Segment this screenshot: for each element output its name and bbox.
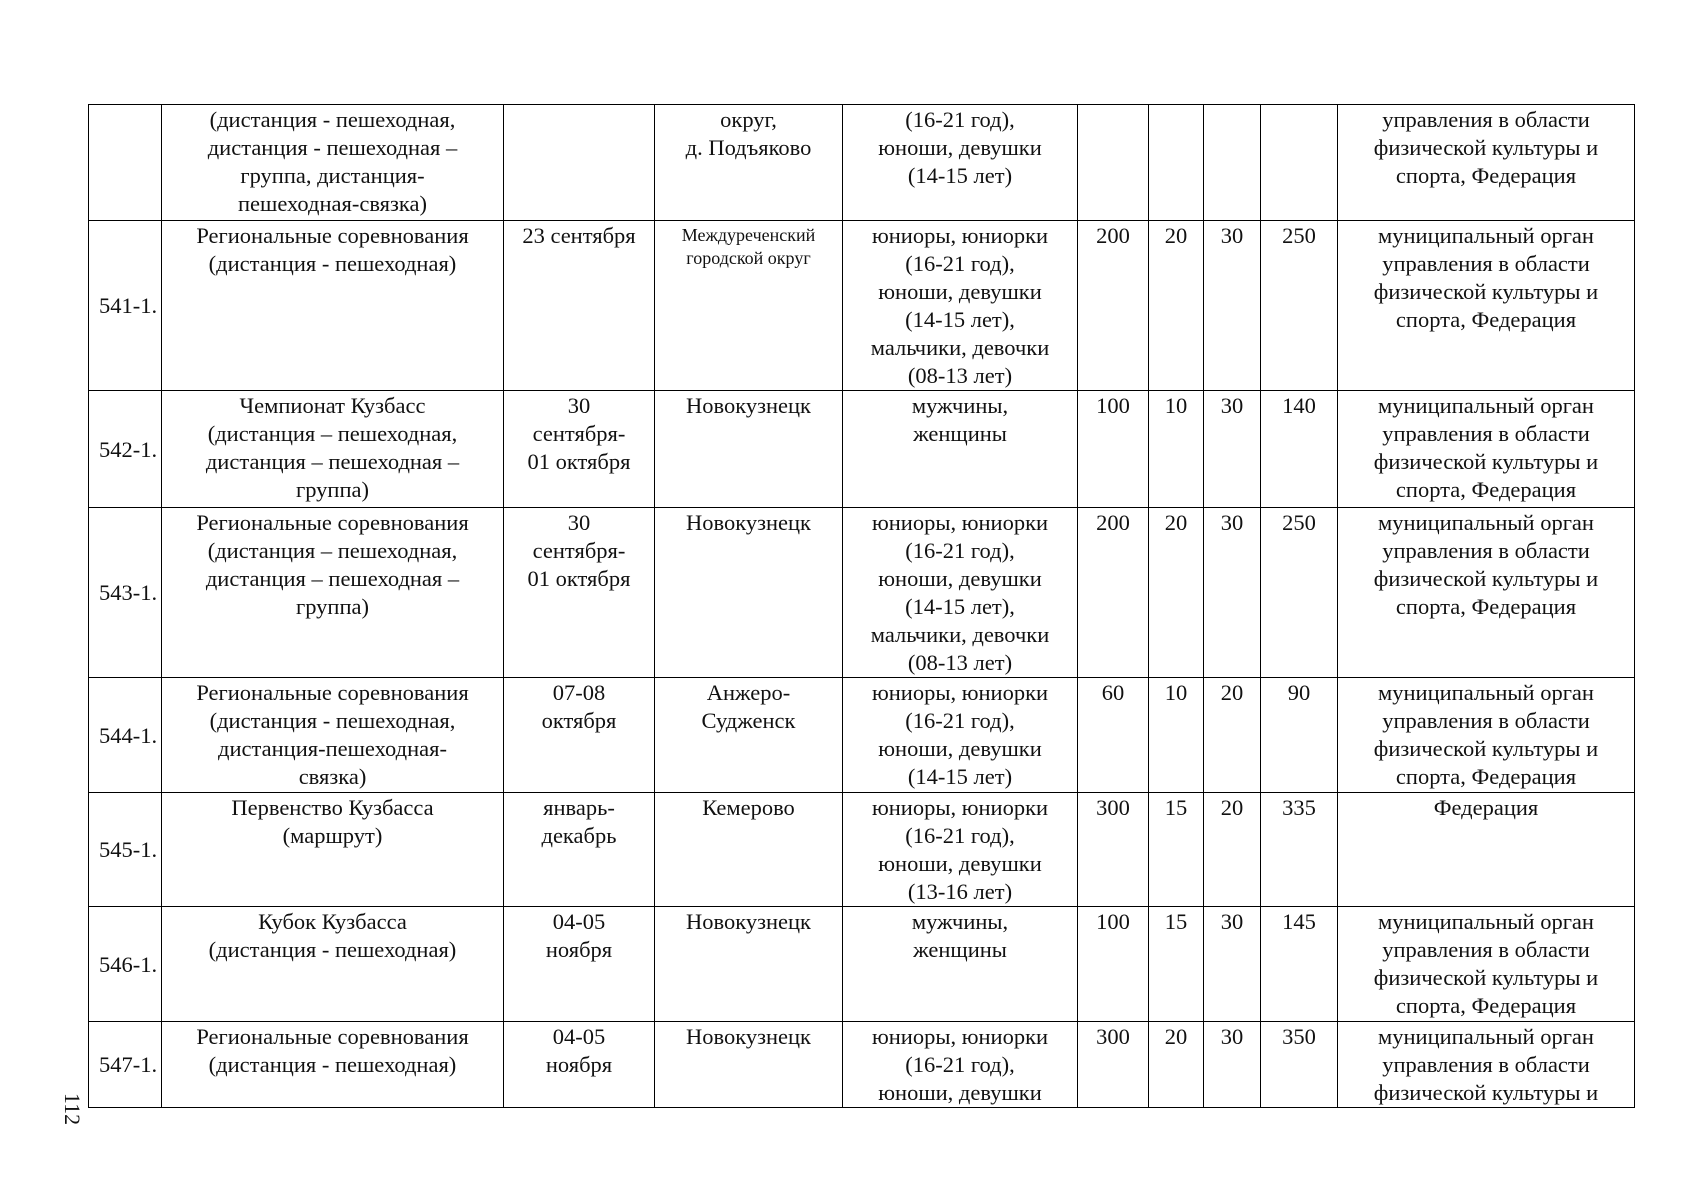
event-name-cell-line: Региональные соревнования	[196, 223, 469, 248]
organizer-cell	[1338, 907, 1635, 1022]
count-cell-3: 30	[1204, 508, 1261, 678]
event-dates-cell	[504, 221, 655, 391]
table-row	[89, 508, 1635, 678]
count-cell-3: 30	[1204, 1022, 1261, 1108]
event-name-cell-line: Региональные соревнования	[196, 1024, 469, 1049]
participants-cell	[843, 105, 1078, 221]
organizer-cell-line: спорта, Федерация	[1395, 163, 1577, 188]
count-cell-2: 15	[1149, 907, 1204, 1022]
participants-cell	[843, 221, 1078, 391]
participants-cell-line: (13-16 лет)	[907, 879, 1013, 904]
total-cell: 145	[1261, 907, 1338, 1022]
event-dates-cell	[504, 1022, 655, 1108]
count-cell-1: 300	[1078, 1022, 1149, 1108]
participants-cell	[843, 1022, 1078, 1108]
count-cell-1	[1078, 105, 1149, 221]
organizer-cell	[1338, 508, 1635, 678]
event-name-cell-line: (дистанция - пешеходная,	[209, 708, 456, 733]
organizer-cell-line: физической культуры и	[1373, 566, 1599, 591]
participants-cell	[843, 678, 1078, 793]
organizer-cell	[1338, 793, 1635, 907]
event-name-cell	[162, 678, 504, 793]
row-number-cell	[89, 105, 162, 221]
organizer-cell-line: физической культуры и	[1373, 1080, 1599, 1105]
event-name-cell-line: дистанция – пешеходная –	[205, 449, 460, 474]
organizer-cell-line: управления в области	[1382, 538, 1590, 563]
row-number-cell: 543-1.	[89, 508, 162, 678]
organizer-cell	[1338, 105, 1635, 221]
count-cell-3: 30	[1204, 907, 1261, 1022]
total-cell: 250	[1261, 221, 1338, 391]
organizer-cell-line: муниципальный орган	[1378, 1024, 1594, 1049]
count-cell-2: 20	[1149, 508, 1204, 678]
participants-cell-line: юниоры, юниорки	[871, 1024, 1049, 1049]
participants-cell-line: юниоры, юниорки	[871, 680, 1049, 705]
event-place-cell-line: Судженск	[701, 708, 796, 733]
event-dates-cell	[504, 678, 655, 793]
organizer-cell-line: муниципальный орган	[1378, 510, 1594, 535]
participants-cell-line: юниоры, юниорки	[871, 223, 1049, 248]
event-name-cell	[162, 1022, 504, 1108]
organizer-cell	[1338, 678, 1635, 793]
event-place-cell	[655, 508, 843, 678]
event-dates-cell-line: 30	[567, 510, 591, 535]
total-cell: 90	[1261, 678, 1338, 793]
event-place-cell-line: Междуреченский	[681, 225, 816, 245]
participants-cell-line: (16-21 год),	[905, 708, 1015, 733]
count-cell-3: 20	[1204, 678, 1261, 793]
event-dates-cell	[504, 793, 655, 907]
count-cell-1: 200	[1078, 221, 1149, 391]
count-cell-1: 100	[1078, 907, 1149, 1022]
organizer-cell-line: управления в области	[1382, 107, 1590, 132]
participants-cell	[843, 793, 1078, 907]
event-place-cell	[655, 678, 843, 793]
organizer-cell-line: управления в области	[1382, 251, 1590, 276]
event-name-cell-line: дистанция-пешеходная-	[218, 736, 447, 761]
participants-cell-line: (16-21 год),	[905, 823, 1015, 848]
organizer-cell-line: муниципальный орган	[1378, 909, 1594, 934]
participants-cell-line: юноши, девушки	[878, 279, 1042, 304]
organizer-cell-line: спорта, Федерация	[1395, 477, 1577, 502]
count-cell-1: 200	[1078, 508, 1149, 678]
participants-cell-line: юниоры, юниорки	[871, 510, 1049, 535]
total-cell	[1261, 105, 1338, 221]
event-dates-cell-line: 01 октября	[527, 449, 631, 474]
page-number: 112	[60, 1092, 85, 1126]
organizer-cell	[1338, 391, 1635, 508]
event-name-cell-line: Кубок Кузбасса	[258, 909, 407, 934]
event-dates-cell-line: январь-	[543, 795, 615, 820]
participants-cell-line: юноши, девушки	[878, 135, 1042, 160]
event-name-cell-line: группа)	[296, 594, 369, 619]
event-place-cell-line: Новокузнецк	[686, 909, 811, 934]
event-place-cell	[655, 907, 843, 1022]
participants-cell-line: мальчики, девочки	[870, 622, 1050, 647]
organizer-cell-line: управления в области	[1382, 708, 1590, 733]
participants-cell-line: (08-13 лет)	[907, 363, 1013, 388]
organizer-cell-line: управления в области	[1382, 1052, 1590, 1077]
organizer-cell-line: муниципальный орган	[1378, 680, 1594, 705]
total-cell: 140	[1261, 391, 1338, 508]
organizer-cell-line: физической культуры и	[1373, 449, 1599, 474]
event-dates-cell-line: 01 октября	[527, 566, 631, 591]
event-place-cell-line: городской округ	[686, 248, 811, 268]
event-dates-cell-line: сентября-	[532, 421, 626, 446]
organizer-cell-line: физической культуры и	[1373, 736, 1599, 761]
event-name-cell-line: Чемпионат Кузбасс	[239, 393, 426, 418]
event-name-cell-line: дистанция – пешеходная –	[205, 566, 460, 591]
participants-cell-line: (16-21 год),	[905, 538, 1015, 563]
participants-cell-line: (16-21 год),	[905, 251, 1015, 276]
event-name-cell	[162, 793, 504, 907]
count-cell-2: 20	[1149, 221, 1204, 391]
table-body	[89, 105, 1635, 1108]
participants-cell-line: (14-15 лет)	[907, 163, 1013, 188]
participants-cell-line: мальчики, девочки	[870, 335, 1050, 360]
participants-cell-line: мужчины,	[911, 909, 1009, 934]
total-cell: 335	[1261, 793, 1338, 907]
participants-cell-line: юноши, девушки	[878, 736, 1042, 761]
event-dates-cell-line: ноября	[545, 937, 613, 962]
count-cell-3: 30	[1204, 221, 1261, 391]
event-dates-cell	[504, 907, 655, 1022]
participants-cell-line: (16-21 год),	[905, 107, 1015, 132]
event-dates-cell-line: 30	[567, 393, 591, 418]
event-dates-cell	[504, 391, 655, 508]
count-cell-1: 300	[1078, 793, 1149, 907]
event-place-cell-line: округ,	[720, 107, 777, 132]
table-row	[89, 391, 1635, 508]
count-cell-1: 100	[1078, 391, 1149, 508]
row-number-cell: 546-1.	[89, 907, 162, 1022]
count-cell-3: 20	[1204, 793, 1261, 907]
event-name-cell	[162, 391, 504, 508]
organizer-cell-line: муниципальный орган	[1378, 393, 1594, 418]
participants-cell-line: (14-15 лет),	[905, 307, 1015, 332]
count-cell-3	[1204, 105, 1261, 221]
event-dates-cell-line: ноября	[545, 1052, 613, 1077]
event-name-cell-line: Региональные соревнования	[196, 680, 469, 705]
event-name-cell-line: дистанция - пешеходная –	[207, 135, 458, 160]
table-row	[89, 105, 1635, 221]
organizer-cell-line: спорта, Федерация	[1395, 307, 1577, 332]
event-name-cell-line: группа, дистанция-	[240, 163, 425, 188]
event-dates-cell-line: 23 сентября	[522, 223, 636, 248]
participants-cell-line: (16-21 год),	[905, 1052, 1015, 1077]
organizer-cell-line: физической культуры и	[1373, 965, 1599, 990]
participants-cell-line: юноши, девушки	[878, 1080, 1042, 1105]
organizer-cell-line: Федерация	[1433, 795, 1539, 820]
participants-cell-line: юноши, девушки	[878, 851, 1042, 876]
event-dates-cell-line: 04-05	[552, 909, 606, 934]
event-dates-cell-line: 04-05	[552, 1024, 606, 1049]
row-number-cell: 544-1.	[89, 678, 162, 793]
organizer-cell-line: управления в области	[1382, 421, 1590, 446]
event-name-cell	[162, 907, 504, 1022]
participants-cell-line: женщины	[913, 937, 1007, 962]
count-cell-2: 10	[1149, 678, 1204, 793]
event-name-cell-line: группа)	[296, 477, 369, 502]
total-cell: 350	[1261, 1022, 1338, 1108]
event-name-cell-line: пешеходная-связка)	[238, 191, 427, 216]
event-name-cell-line: (дистанция – пешеходная,	[207, 421, 458, 446]
organizer-cell	[1338, 1022, 1635, 1108]
event-place-cell	[655, 793, 843, 907]
organizer-cell-line: спорта, Федерация	[1395, 993, 1577, 1018]
participants-cell-line: мужчины,	[911, 393, 1009, 418]
count-cell-2: 20	[1149, 1022, 1204, 1108]
participants-cell-line: юниоры, юниорки	[871, 795, 1049, 820]
total-cell: 250	[1261, 508, 1338, 678]
event-dates-cell-line: 07-08	[552, 680, 606, 705]
participants-cell-line: (14-15 лет),	[905, 594, 1015, 619]
event-place-cell-line: Новокузнецк	[686, 393, 811, 418]
event-name-cell-line: (маршрут)	[282, 823, 383, 848]
event-place-cell-line: Новокузнецк	[686, 510, 811, 535]
participants-cell	[843, 391, 1078, 508]
participants-cell-line: (08-13 лет)	[907, 650, 1013, 675]
row-number-cell: 542-1.	[89, 391, 162, 508]
participants-cell-line: женщины	[913, 421, 1007, 446]
event-dates-cell-line: октября	[541, 708, 617, 733]
organizer-cell	[1338, 221, 1635, 391]
organizer-cell-line: спорта, Федерация	[1395, 594, 1577, 619]
table-row	[89, 907, 1635, 1022]
count-cell-1: 60	[1078, 678, 1149, 793]
table-row	[89, 678, 1635, 793]
event-place-cell-line: д. Подъяково	[685, 135, 812, 160]
event-place-cell-line: Анжеро-	[706, 680, 791, 705]
event-name-cell-line: (дистанция - пешеходная,	[209, 107, 456, 132]
event-place-cell	[655, 221, 843, 391]
count-cell-2	[1149, 105, 1204, 221]
event-place-cell-line: Новокузнецк	[686, 1024, 811, 1049]
event-place-cell	[655, 1022, 843, 1108]
event-name-cell-line: (дистанция - пешеходная)	[208, 251, 457, 276]
document-sheet	[88, 104, 1634, 1108]
organizer-cell-line: физической культуры и	[1373, 135, 1599, 160]
participants-cell-line: юноши, девушки	[878, 566, 1042, 591]
row-number-cell: 547-1.	[89, 1022, 162, 1108]
event-place-cell	[655, 391, 843, 508]
event-name-cell-line: (дистанция - пешеходная)	[208, 1052, 457, 1077]
event-dates-cell	[504, 105, 655, 221]
row-number-cell: 541-1.	[89, 221, 162, 391]
participants-cell	[843, 508, 1078, 678]
events-table	[88, 104, 1635, 1108]
participants-cell	[843, 907, 1078, 1022]
organizer-cell-line: управления в области	[1382, 937, 1590, 962]
table-row	[89, 221, 1635, 391]
count-cell-3: 30	[1204, 391, 1261, 508]
row-number-cell: 545-1.	[89, 793, 162, 907]
event-name-cell-line: Региональные соревнования	[196, 510, 469, 535]
event-dates-cell	[504, 508, 655, 678]
event-name-cell	[162, 221, 504, 391]
table-row	[89, 793, 1635, 907]
organizer-cell-line: физической культуры и	[1373, 279, 1599, 304]
event-place-cell	[655, 105, 843, 221]
event-name-cell-line: (дистанция – пешеходная,	[207, 538, 458, 563]
event-name-cell-line: связка)	[298, 764, 367, 789]
table-row	[89, 1022, 1635, 1108]
participants-cell-line: (14-15 лет)	[907, 764, 1013, 789]
event-dates-cell-line: сентября-	[532, 538, 626, 563]
event-name-cell-line: (дистанция - пешеходная)	[208, 937, 457, 962]
event-name-cell	[162, 508, 504, 678]
count-cell-2: 10	[1149, 391, 1204, 508]
event-place-cell-line: Кемерово	[702, 795, 795, 820]
event-dates-cell-line: декабрь	[541, 823, 617, 848]
count-cell-2: 15	[1149, 793, 1204, 907]
organizer-cell-line: спорта, Федерация	[1395, 764, 1577, 789]
event-name-cell-line: Первенство Кузбасса	[231, 795, 434, 820]
event-name-cell	[162, 105, 504, 221]
organizer-cell-line: муниципальный орган	[1378, 223, 1594, 248]
